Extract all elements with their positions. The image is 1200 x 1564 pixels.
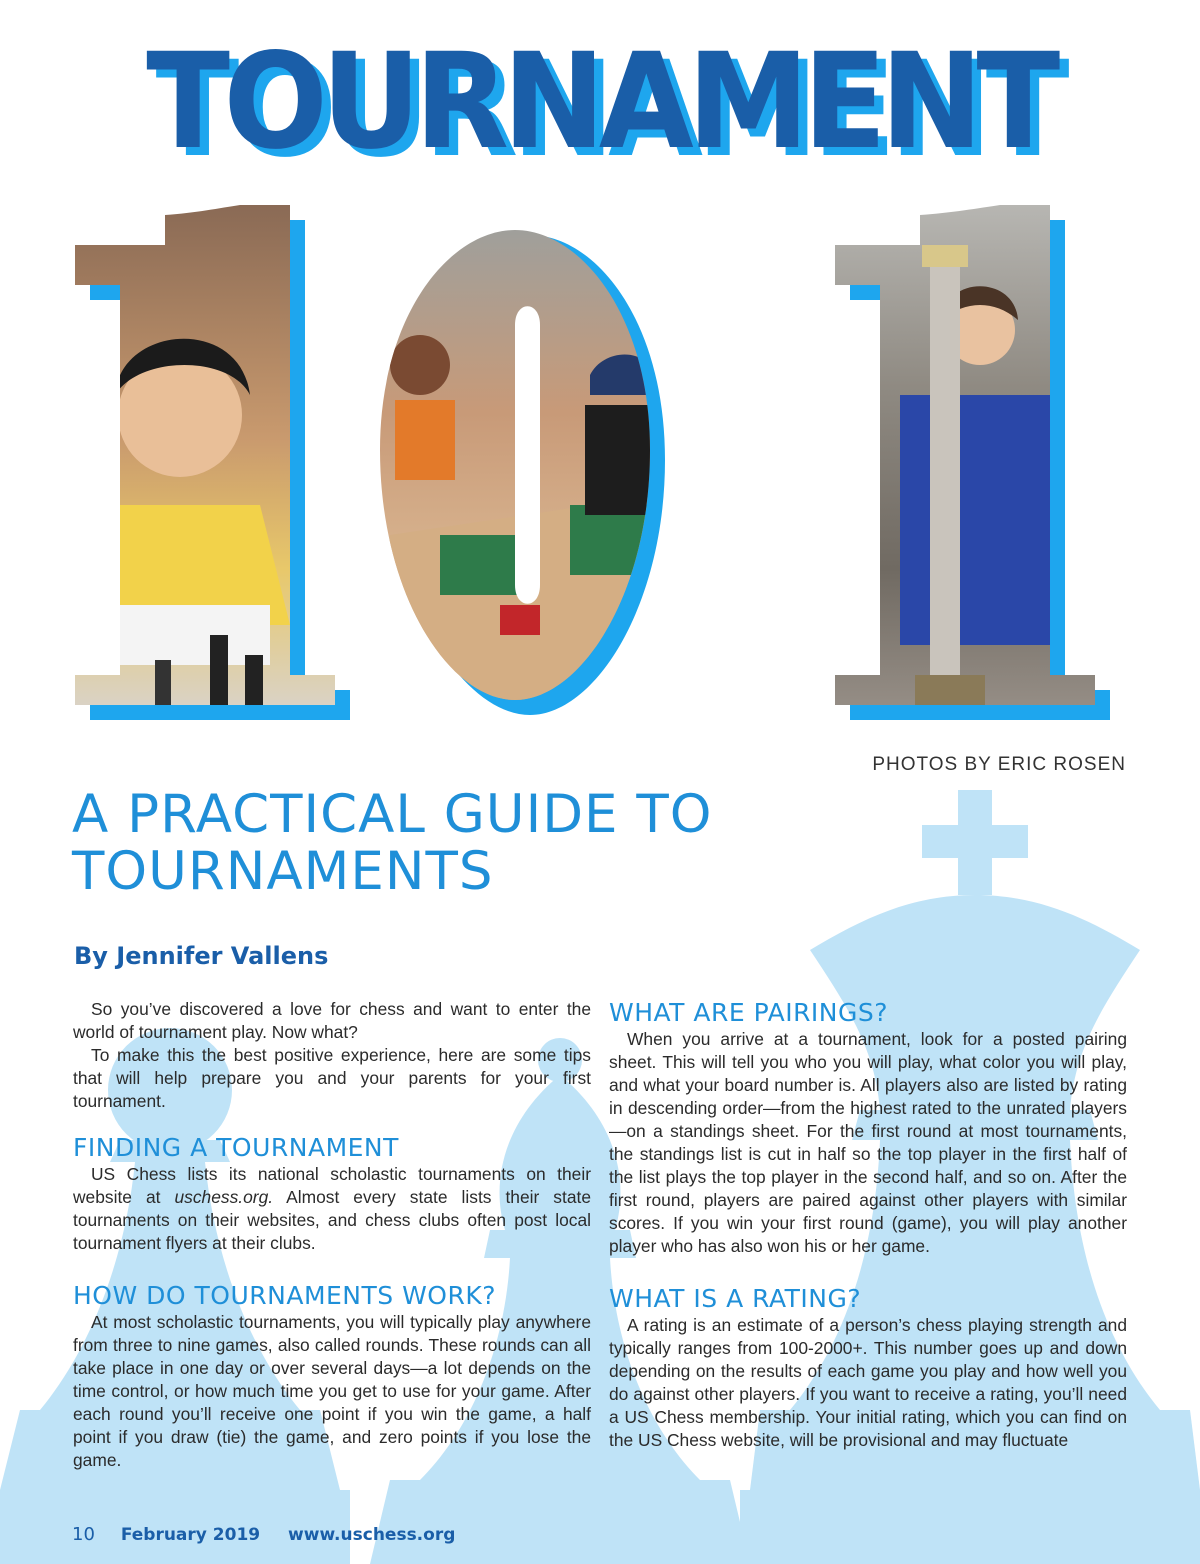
- rating-heading: WHAT IS A RATING?: [609, 1284, 862, 1313]
- article-column-right: [609, 998, 1127, 1452]
- numerals-101-photo-collage: [60, 205, 1170, 750]
- article-column-left: [73, 998, 591, 1472]
- finding-heading: FINDING A TOURNAMENT: [73, 1133, 399, 1162]
- byline: By Jennifer Vallens: [74, 942, 329, 970]
- finding-paragraph: [73, 1163, 591, 1255]
- article-subtitle: [72, 786, 892, 900]
- subtitle-line-1: A PRACTICAL GUIDE TO: [72, 784, 713, 845]
- uschess-link[interactable]: uschess.org.: [174, 1187, 274, 1207]
- finding-text-a: US Chess lists its national scholastic tournaments on their website at: [73, 1164, 591, 1207]
- subtitle-line-2: TOURNAMENTS: [72, 841, 494, 902]
- how-heading: HOW DO TOURNAMENTS WORK?: [73, 1281, 497, 1310]
- issue-date: February 2019: [120, 1525, 261, 1545]
- finding-text-b: Almost every state lists their state tournaments on their websites, and chess clubs often post local tournament flyers at their clubs.: [73, 1187, 592, 1253]
- page-title: TOURNAMENT: [146, 25, 1054, 179]
- how-paragraph: At most scholastic tournaments, you will typically play anywhere from three to nine games, also called rounds. These rounds can all take place in one day or over several days—a lot depends on the time control, or how much time you get to use for your game. After each round you’ll receive one point if you win the game, a half point if you draw (tie) the game, and zero points if you lose the game.: [73, 1312, 591, 1470]
- intro-paragraph-1: So you’ve discovered a love for chess and want to enter the world of tournament play. Now what?: [73, 999, 591, 1042]
- pairings-heading: WHAT ARE PAIRINGS?: [609, 998, 889, 1027]
- intro-paragraph-2: To make this the best positive experience, here are some tips that will help prepare you and your parents for your first tournament.: [73, 1045, 591, 1111]
- footer-url[interactable]: www.uschess.org: [288, 1525, 456, 1545]
- page-number: 10: [72, 1524, 95, 1545]
- pairings-paragraph: When you arrive at a tournament, look for a posted pairing sheet. This will tell you who you will play, what color you will play, and what your board number is. All players also are listed by rating in descending order—from the highest rated to the unrated players—on a standings sheet. For the first round at most tournaments, the standings list is cut in half so the top player in the first half of the list plays the top player in the second half, and so on. After the first round, players are paired against other players with similar scores. If you win your first round (game), you will play another player who has also won his or her game.: [609, 1029, 1127, 1256]
- page-footer: [72, 1524, 455, 1545]
- photo-credit: PHOTOS BY ERIC ROSEN: [872, 754, 1126, 775]
- rating-paragraph: A rating is an estimate of a person’s chess playing strength and typically ranges from 100-2000+. This number goes up and down depending on the results of each game you play and how well you do against other players. If you want to receive a rating, you’ll need a US Chess membership. Your initial rating, which you can find on the US Chess website, will be provisional and may fluctuate: [609, 1315, 1127, 1450]
